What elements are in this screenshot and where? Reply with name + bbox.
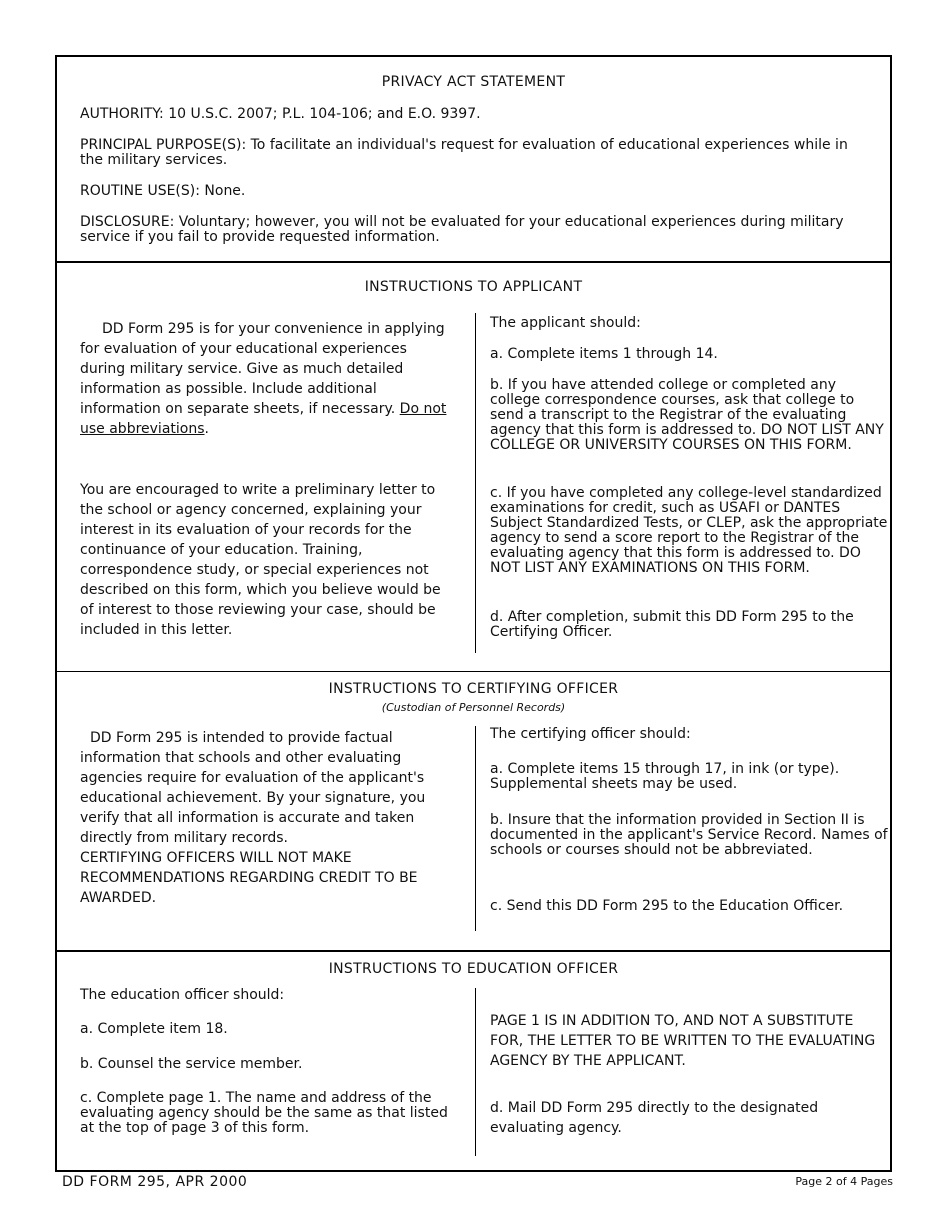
education-officer-section	[57, 952, 890, 1170]
applicant-left-p1-end: .	[204, 421, 209, 437]
certifying-officer-section	[57, 672, 890, 952]
applicant-left-paragraph-1	[80, 319, 455, 439]
certifying-column-divider	[475, 726, 476, 931]
certifying-item-b: b. Insure that the information provided in Section II is documented in the applicant's Service Record. Names of schools or courses should not be abbreviated.	[490, 812, 888, 858]
education-left-intro: The education officer should:	[80, 987, 285, 1003]
applicant-item-d: d. After completion, submit this DD Form 295 to the Certifying Officer.	[490, 609, 854, 640]
certifying-item-a: a. Complete items 15 through 17, in ink (or type). Supplemental sheets may be used.	[490, 761, 840, 792]
privacy-authority: AUTHORITY: 10 U.S.C. 2007; P.L. 104-106; and E.O. 9397.	[80, 106, 481, 122]
privacy-act-section	[57, 57, 890, 263]
page-number: Page 2 of 4 Pages	[795, 1175, 893, 1188]
certifying-left-paragraph-2: CERTIFYING OFFICERS WILL NOT MAKE RECOMMENDATIONS REGARDING CREDIT TO BE AWARDED.	[80, 850, 418, 906]
applicant-item-a: a. Complete items 1 through 14.	[490, 346, 718, 362]
applicant-item-c: c. If you have completed any college-level standardized examinations for credit, such as USAFI or DANTES Subject Standardized Tests, or CLEP, ask the appropriate agency to send a score report to the Registrar of the evaluating agency that this form is addressed to. DO NOT LIST ANY EXAMINATIONS ON THIS FORM.	[490, 485, 888, 576]
privacy-routine-use: ROUTINE USE(S): None.	[80, 183, 246, 199]
education-right-notice: PAGE 1 IS IN ADDITION TO, AND NOT A SUBSTITUTE FOR, THE LETTER TO BE WRITTEN TO THE EVALUATING AGENCY BY THE APPLICANT.	[490, 1013, 876, 1069]
education-column-divider	[475, 988, 476, 1156]
no-abbreviations-note: Do not use abbreviations	[80, 401, 447, 437]
applicant-right-intro: The applicant should:	[490, 315, 641, 331]
certifying-right-intro: The certifying officer should:	[490, 726, 691, 742]
privacy-title: PRIVACY ACT STATEMENT	[381, 74, 566, 90]
education-title: INSTRUCTIONS TO EDUCATION OFFICER	[328, 961, 619, 977]
form-page	[55, 55, 892, 1172]
applicant-title: INSTRUCTIONS TO APPLICANT	[364, 279, 583, 295]
education-item-d: d. Mail DD Form 295 directly to the designated evaluating agency.	[490, 1100, 819, 1136]
privacy-disclosure: DISCLOSURE: Voluntary; however, you will not be evaluated for your educational experiences during military service if you fail to provide requested information.	[80, 214, 844, 245]
applicant-instructions-section	[57, 263, 890, 672]
applicant-left-p1-text: DD Form 295 is for your convenience in applying for evaluation of your educational experiences during military service. Give as much detailed information as possible. Include additional information on separate sheets, if necessary.	[80, 321, 445, 417]
certifying-left-paragraph-1: DD Form 295 is intended to provide factual information that schools and other evaluating agencies require for evaluation of the applicant's educational achievement. By your signature, you verify that all information is accurate and taken directly from military records.	[80, 730, 426, 846]
form-identifier: DD FORM 295, APR 2000	[62, 1174, 248, 1190]
education-item-b: b. Counsel the service member.	[80, 1056, 303, 1072]
certifying-title: INSTRUCTIONS TO CERTIFYING OFFICER	[328, 681, 619, 697]
applicant-left-paragraph-2: You are encouraged to write a preliminary letter to the school or agency concerned, explaining your interest in its evaluation of your records for the continuance of your education. Training, correspondence study, or special experiences not described on this form, which you believe would be of interest to those reviewing your case, should be included in this letter.	[80, 482, 441, 638]
certifying-subtitle: (Custodian of Personnel Records)	[381, 701, 566, 714]
applicant-item-b: b. If you have attended college or completed any college correspondence courses, ask that college to send a transcript to the Registrar of the evaluating agency that this form is addressed to. DO NOT LIST ANY COLLEGE OR UNIVERSITY COURSES ON THIS FORM.	[490, 377, 884, 453]
certifying-item-c: c. Send this DD Form 295 to the Education Officer.	[490, 898, 844, 914]
applicant-column-divider	[475, 313, 476, 653]
education-item-c: c. Complete page 1. The name and address of the evaluating agency should be the same as that listed at the top of page 3 of this form.	[80, 1090, 448, 1136]
education-item-a: a. Complete item 18.	[80, 1021, 228, 1037]
privacy-purpose: PRINCIPAL PURPOSE(S): To facilitate an individual's request for evaluation of educational experiences while in the military services.	[80, 137, 848, 168]
